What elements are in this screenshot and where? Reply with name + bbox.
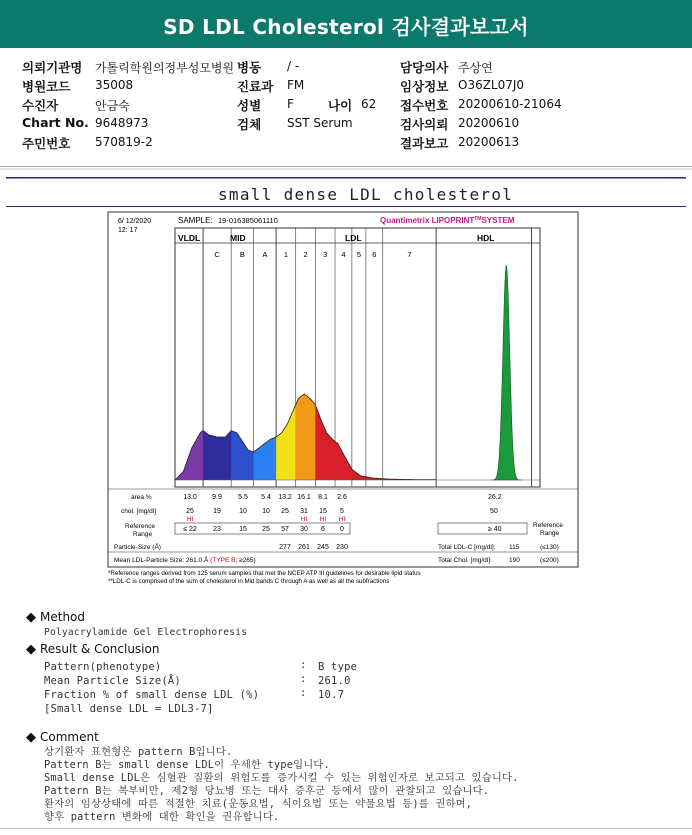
age-value: 62 bbox=[361, 97, 377, 111]
result-row-3-sep: : bbox=[300, 687, 307, 699]
chol-value-5: 31 bbox=[300, 508, 308, 515]
chol-value-1: 19 bbox=[213, 508, 221, 515]
ward-value: / - bbox=[287, 59, 300, 73]
receipt-label: 접수번호 bbox=[400, 98, 449, 113]
comment-title-text: Comment bbox=[40, 730, 99, 744]
chol-value-2: 10 bbox=[239, 508, 247, 515]
institution-value: 가톨릭학원의정부성모병원 bbox=[95, 61, 235, 75]
particle-value-3: 230 bbox=[336, 544, 348, 551]
comment-line-3: Small dense LDL은 심혈관 질환의 위험도를 증가시킬 수 있는 위험인자로 보고되고 있습니다. bbox=[44, 772, 519, 784]
diamond-bullet-icon: ◆ bbox=[26, 642, 36, 657]
ref-value-5: 30 bbox=[300, 526, 308, 533]
band-label-5: 5 bbox=[356, 250, 361, 259]
mean-size-label bbox=[114, 555, 256, 564]
info-divider-shadow bbox=[0, 168, 692, 170]
specimen-label: 검체 bbox=[237, 117, 262, 132]
ref-hdl: ≥ 40 bbox=[488, 526, 502, 533]
ref-value-6: 6 bbox=[321, 526, 325, 533]
chol-value-3: 10 bbox=[262, 508, 270, 515]
result-row-1-value: B type bbox=[318, 661, 358, 673]
comment-line-4: Pattern B는 복부비만, 제2형 당뇨병 또는 대사 증후군 등에서 많이 관찰되고 있습니다. bbox=[44, 785, 490, 797]
chol-value-0: 25 bbox=[186, 508, 194, 515]
chol-value-6: 15 bbox=[319, 508, 327, 515]
chol-value-4: 25 bbox=[281, 508, 289, 515]
band-label-C: C bbox=[214, 250, 220, 259]
ref-value-2: 15 bbox=[239, 526, 247, 533]
method-text: Polyacrylamide Gel Electrophoresis bbox=[44, 627, 248, 638]
age-label: 나이 bbox=[328, 98, 353, 113]
area-value-2: 5.5 bbox=[238, 494, 248, 501]
mean-size-ref: ; ≥265) bbox=[235, 557, 256, 564]
result-row-2-sep: : bbox=[300, 673, 307, 685]
diamond-bullet-icon: ◆ bbox=[26, 610, 36, 625]
area-label: area % bbox=[131, 494, 152, 501]
chol-value-7: 5 bbox=[340, 508, 344, 515]
total-chol-ref: (≤200) bbox=[540, 557, 559, 564]
group-mid: MID bbox=[230, 233, 246, 243]
clinical-info-label: 임상정보 bbox=[400, 79, 449, 94]
result-title bbox=[26, 642, 159, 657]
result-row-1-label: Pattern(phenotype) bbox=[44, 661, 162, 673]
comment-line-2: Pattern B는 small dense LDL이 우세한 type입니다. bbox=[44, 759, 330, 771]
result-note: [Small dense LDL = LDL3-7] bbox=[44, 703, 214, 715]
right-ref-label-2: Range bbox=[540, 530, 560, 537]
area-value-4: 13.2 bbox=[278, 494, 292, 501]
particle-value-2: 245 bbox=[317, 544, 329, 551]
ref-value-3: 25 bbox=[262, 526, 270, 533]
result-row-3-label: Fraction % of small dense LDL (%) bbox=[44, 689, 260, 701]
area-value-0: 13.0 bbox=[183, 494, 197, 501]
chol-hdl: 50 bbox=[490, 508, 498, 515]
ref-value-4: 57 bbox=[281, 526, 289, 533]
dept-label: 진료과 bbox=[237, 79, 274, 94]
total-ldl-label: Total LDL-C [mg/dl]: bbox=[438, 544, 496, 551]
hi-flag-5: HI bbox=[300, 516, 308, 523]
total-ldl-value: 115 bbox=[509, 544, 520, 551]
band-label-2: 2 bbox=[303, 250, 308, 259]
mean-size-type: (TYPE B bbox=[210, 557, 236, 564]
resident-no-label: 주민번호 bbox=[22, 136, 71, 151]
footnote-1: *Reference ranges derived from 125 serum samples that met the NCEP ATP III guidelines for desirable lipid status bbox=[108, 570, 421, 577]
area-hdl: 26.2 bbox=[488, 494, 502, 501]
area-value-6: 8.1 bbox=[318, 494, 328, 501]
band-label-1: 1 bbox=[283, 250, 288, 259]
doctor-label: 담당의사 bbox=[400, 60, 449, 75]
dept-value: FM bbox=[287, 78, 305, 92]
chart-no-value: 9648973 bbox=[95, 116, 149, 130]
curve-segment-5 bbox=[296, 394, 316, 480]
curve-segment-1 bbox=[203, 431, 231, 480]
system-brand bbox=[380, 216, 515, 225]
footer-line bbox=[0, 828, 692, 829]
institution-label: 의뢰기관명 bbox=[22, 60, 83, 75]
band-label-A: A bbox=[262, 250, 268, 259]
sex-value: F bbox=[287, 97, 294, 111]
receipt-value: 20200610-21064 bbox=[458, 97, 562, 111]
particle-value-0: 277 bbox=[279, 544, 291, 551]
hi-flag-6: HI bbox=[319, 516, 327, 523]
system-brand-name: Quantimetrix LIPOPRINT bbox=[380, 216, 475, 225]
ward-label: 병동 bbox=[237, 60, 262, 75]
area-value-7: 2.6 bbox=[337, 494, 347, 501]
request-date-value: 20200610 bbox=[458, 116, 520, 130]
patient-label: 수진자 bbox=[22, 98, 59, 113]
title-top-line-2 bbox=[6, 178, 686, 179]
info-divider bbox=[0, 166, 692, 167]
band-label-7: 7 bbox=[407, 250, 412, 259]
result-row-2-label: Mean Particle Size(Å) bbox=[44, 675, 181, 687]
sample-label: SAMPLE: bbox=[178, 216, 213, 225]
right-ref-label-1: Reference bbox=[533, 522, 563, 529]
report-date-label: 결과보고 bbox=[400, 136, 449, 151]
band-label-4: 4 bbox=[341, 250, 346, 259]
comment-line-6: 향후 pattern 변화에 대한 확인을 권유합니다. bbox=[44, 811, 280, 823]
total-chol-label: Total Chol. [mg/dl]: bbox=[438, 557, 492, 564]
ref-value-0: ≤ 22 bbox=[183, 526, 197, 533]
ref-value-7: 0 bbox=[340, 526, 344, 533]
request-date-label: 검사의뢰 bbox=[400, 117, 449, 132]
particle-size-label: Particle-Size (Å) bbox=[114, 544, 161, 551]
patient-info-block bbox=[0, 48, 692, 166]
patient-value: 안금숙 bbox=[95, 99, 130, 113]
group-hdl: HDL bbox=[477, 233, 495, 243]
system-brand-tm: TM bbox=[474, 216, 482, 222]
chart-no-label: Chart No. bbox=[22, 115, 89, 130]
area-value-3: 5.4 bbox=[261, 494, 271, 501]
band-label-6: 6 bbox=[372, 250, 377, 259]
sex-label: 성별 bbox=[237, 98, 262, 113]
hospital-code-label: 병원코드 bbox=[22, 79, 71, 94]
section-title: small dense LDL cholesterol bbox=[218, 185, 514, 204]
method-title bbox=[26, 610, 85, 625]
lipoprint-chart bbox=[105, 210, 585, 590]
report-date-value: 20200613 bbox=[458, 135, 520, 149]
particle-value-1: 261 bbox=[298, 544, 310, 551]
specimen-value: SST Serum bbox=[287, 116, 353, 130]
diamond-bullet-icon: ◆ bbox=[26, 730, 36, 745]
total-ldl-ref: (≤130) bbox=[540, 544, 559, 551]
area-value-1: 9.9 bbox=[212, 494, 222, 501]
comment-line-5: 환자의 임상상태에 따른 적절한 치료(운동요법, 식이요법 또는 약물요법 등)를 권하며, bbox=[44, 798, 473, 810]
report-title: SD LDL Cholesterol 검사결과보고서 bbox=[0, 0, 692, 48]
doctor-value: 주상연 bbox=[458, 61, 493, 75]
result-row-3-value: 10.7 bbox=[318, 689, 345, 701]
group-vldl: VLDL bbox=[178, 233, 201, 243]
band-label-B: B bbox=[239, 250, 245, 259]
title-bottom-line bbox=[6, 206, 686, 207]
group-ldl: LDL bbox=[345, 233, 362, 243]
area-value-5: 16.1 bbox=[297, 494, 311, 501]
mean-size-value: 261.0 Å bbox=[185, 557, 209, 564]
hi-flag-7: HI bbox=[338, 516, 346, 523]
band-label-3: 3 bbox=[323, 250, 328, 259]
footnote-2: **LDL-C is comprised of the sum of cholesterol in Mid bands C through A as well as all the subfractions bbox=[108, 578, 390, 585]
sample-value: 19-016385061110 bbox=[218, 216, 278, 225]
chol-label: chol. [mg/dl] bbox=[121, 508, 157, 515]
resident-no-value: 570819-2 bbox=[95, 135, 153, 149]
ref-value-1: 23 bbox=[213, 526, 221, 533]
comment-line-1: 상기환자 표현형은 pattern B입니다. bbox=[44, 746, 233, 758]
result-row-1-sep: : bbox=[300, 659, 307, 671]
method-title-text: Method bbox=[40, 610, 86, 624]
result-row-2-value: 261.0 bbox=[318, 675, 351, 687]
chart-time: 12: 17 bbox=[118, 227, 138, 234]
chart-date: 6/ 12/2020 bbox=[118, 218, 152, 225]
mean-size-label-text: Mean LDL-Particle Size: bbox=[114, 557, 185, 564]
system-brand-suffix: SYSTEM bbox=[481, 216, 515, 225]
hospital-code-value: 35008 bbox=[95, 78, 134, 92]
clinical-info-value: O36ZL07J0 bbox=[458, 78, 525, 92]
hi-flag-0: HI bbox=[186, 516, 194, 523]
total-chol-value: 190 bbox=[509, 557, 520, 564]
ref-label-2: Range bbox=[133, 531, 153, 538]
ref-label-1: Reference bbox=[125, 523, 155, 530]
result-title-text: Result & Conclusion bbox=[40, 642, 160, 656]
